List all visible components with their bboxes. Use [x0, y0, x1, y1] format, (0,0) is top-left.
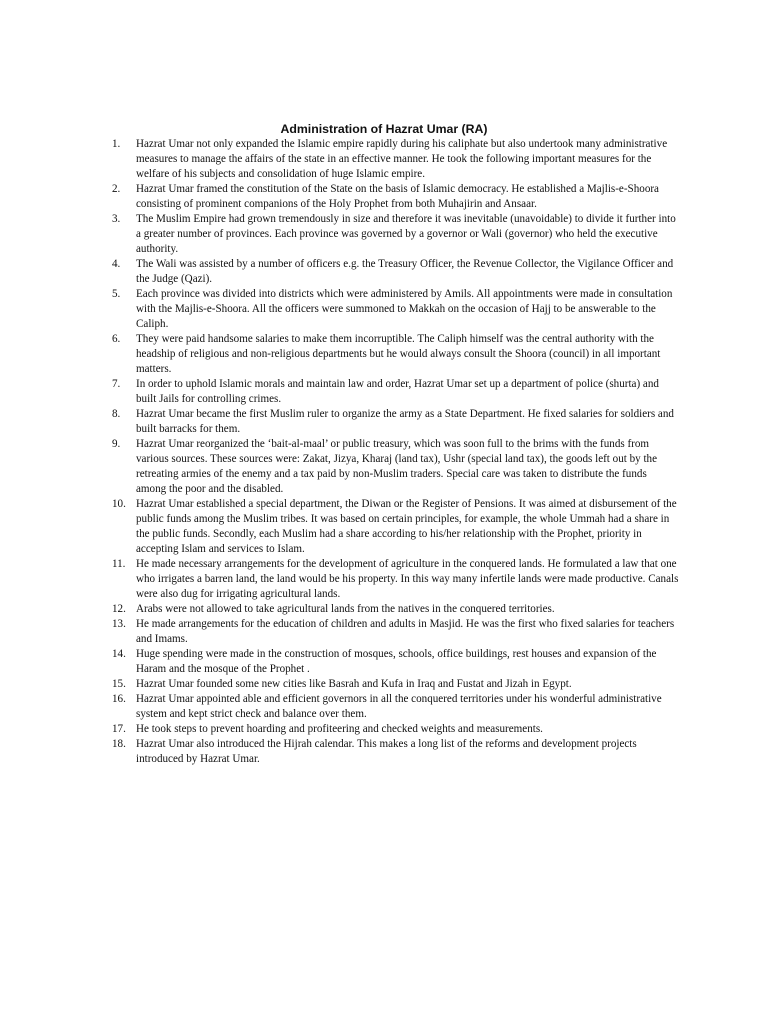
list-item — [0, 647, 679, 677]
list-item — [0, 497, 679, 557]
list-item — [0, 182, 679, 212]
list-item-text: Hazrat Umar founded some new cities like Basrah and Kufa in Iraq and Fustat and Jizah in Egypt. — [136, 678, 572, 690]
list-item-text: The Muslim Empire had grown tremendously in size and therefore it was inevitable (unavoidable) to divide it further into a greater number of provinces. Each province was governed by a governor or Wali (governor) who held the executive authority. — [136, 213, 676, 255]
list-item-number: 12. — [112, 603, 126, 615]
list-item-text: Hazrat Umar also introduced the Hijrah calendar. This makes a long list of the reforms and development projects introduced by Hazrat Umar. — [136, 738, 637, 765]
list-item-number: 5. — [112, 288, 121, 300]
measures-list — [0, 137, 768, 767]
list-item — [0, 137, 679, 182]
list-item-number: 3. — [112, 213, 121, 225]
list-item — [0, 377, 679, 407]
list-item-text: Arabs were not allowed to take agricultural lands from the natives in the conquered territories. — [136, 603, 555, 615]
list-item-number: 14. — [112, 648, 126, 660]
list-item — [0, 722, 679, 737]
list-item-number: 8. — [112, 408, 121, 420]
list-item-text: Huge spending were made in the construction of mosques, schools, office buildings, rest houses and expansion of the Haram and the mosque of the Prophet . — [136, 648, 657, 675]
list-item-text: The Wali was assisted by a number of officers e.g. the Treasury Officer, the Revenue Collector, the Vigilance Officer and the Judge (Qazi). — [136, 258, 674, 285]
list-item-text: In order to uphold Islamic morals and maintain law and order, Hazrat Umar set up a department of police (shurta) and built Jails for controlling crimes. — [136, 378, 659, 405]
list-item — [0, 257, 679, 287]
list-item-text: Hazrat Umar appointed able and efficient governors in all the conquered territories under his wonderful administrative system and kept strict check and balance over them. — [136, 693, 662, 720]
list-item — [0, 212, 679, 257]
list-item-number: 11. — [112, 558, 126, 570]
list-item-number: 2. — [112, 183, 121, 195]
list-item — [0, 617, 679, 647]
list-item — [0, 602, 679, 617]
list-item-number: 13. — [112, 618, 126, 630]
list-item — [0, 737, 679, 767]
list-item — [0, 332, 679, 377]
document-title: Administration of Hazrat Umar (RA) — [280, 122, 488, 136]
list-item-number: 4. — [112, 258, 121, 270]
list-item — [0, 407, 679, 437]
list-item-number: 7. — [112, 378, 121, 390]
list-item — [0, 557, 679, 602]
list-item-number: 18. — [112, 738, 126, 750]
list-item-number: 6. — [112, 333, 121, 345]
list-item-text: Hazrat Umar not only expanded the Islamic empire rapidly during his caliphate but also undertook many administrative measures to manage the affairs of the state in an effective manner. He took the following important measures for the welfare of his subjects and consolidation of huge Islamic empire. — [136, 138, 668, 180]
list-item — [0, 692, 679, 722]
list-item-text: Hazrat Umar reorganized the ‘bait-al-maal’ or public treasury, which was soon full to the brims with the funds from various sources. These sources were: Zakat, Jizya, Kharaj (land tax), Ushr (special land tax), the goods left out by the retreating armies of the enemy and a tax paid by non-Muslim traders. Special care was taken to distribute the funds among the poor and the disabled. — [136, 438, 658, 495]
list-item — [0, 287, 679, 332]
list-item-text: He made arrangements for the education of children and adults in Masjid. He was the first who fixed salaries for teachers and Imams. — [136, 618, 675, 645]
list-item-text: Hazrat Umar became the first Muslim ruler to organize the army as a State Department. He fixed salaries for soldiers and built barracks for them. — [136, 408, 674, 435]
list-item-text: Each province was divided into districts which were administered by Amils. All appointments were made in consultation with the Majlis-e-Shoora. All the officers were summoned to Makkah on the occasion of Hajj to be answerable to the Caliph. — [136, 288, 673, 330]
list-item — [0, 437, 679, 497]
list-item-number: 10. — [112, 498, 126, 510]
list-item-text: He took steps to prevent hoarding and profiteering and checked weights and measurements. — [136, 723, 543, 735]
list-item-number: 15. — [112, 678, 126, 690]
list-item-text: Hazrat Umar established a special department, the Diwan or the Register of Pensions. It was aimed at disbursement of the public funds among the Muslim tribes. It was based on certain principles, for example, the whole Ummah had a share in the public funds. Secondly, each Muslim had a share according to his/her relationship with the Prophet, priority in accepting Islam and services to Islam. — [136, 498, 677, 555]
list-item-number: 16. — [112, 693, 126, 705]
list-item-text: He made necessary arrangements for the development of agriculture in the conquered lands. He formulated a law that one who irrigates a barren land, the land would be his property. In this way many infertile lands were made productive. Canals were also dug for irrigating agricultural lands. — [136, 558, 679, 600]
list-item — [0, 677, 679, 692]
list-item-text: Hazrat Umar framed the constitution of the State on the basis of Islamic democracy. He established a Majlis-e-Shoora consisting of prominent companions of the Holy Prophet from both Muhajirin and Ansaar. — [136, 183, 659, 210]
list-item-text: They were paid handsome salaries to make them incorruptible. The Caliph himself was the central authority with the headship of religious and non-religious departments but he would always consult the Shoora (council) in all important matters. — [136, 333, 661, 375]
list-item-number: 1. — [112, 138, 121, 150]
list-item-number: 9. — [112, 438, 121, 450]
list-item-number: 17. — [112, 723, 126, 735]
